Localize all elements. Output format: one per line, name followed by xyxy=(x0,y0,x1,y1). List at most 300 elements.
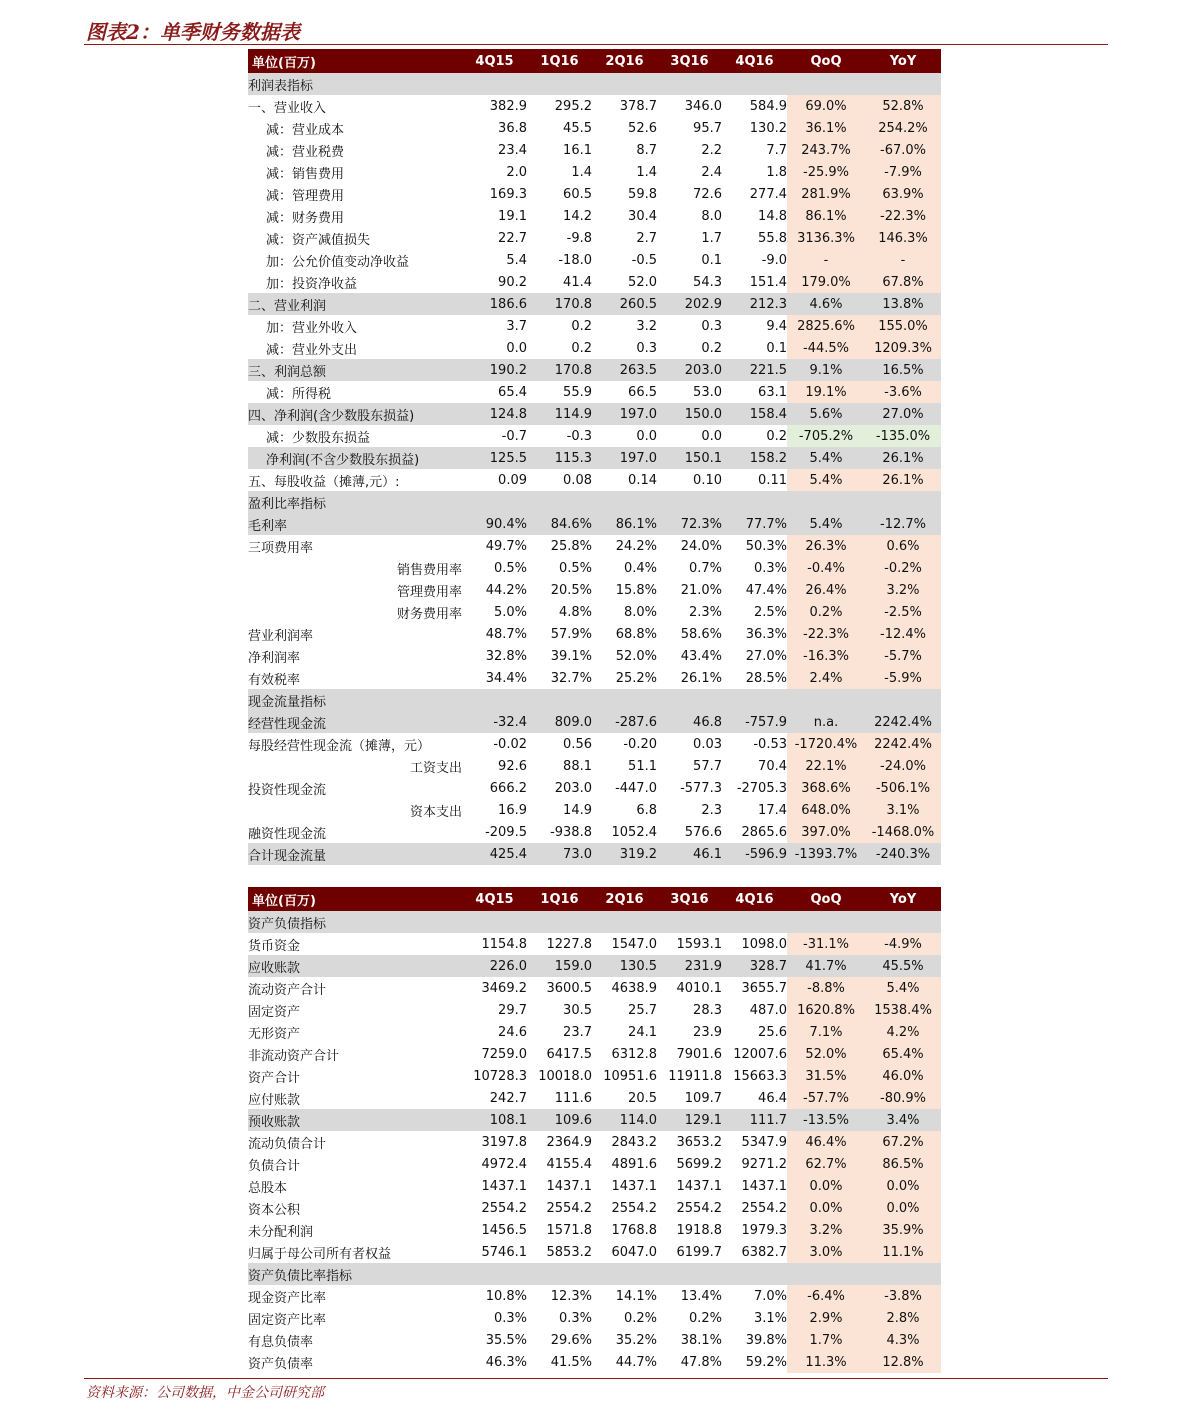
row-label: 资本公积 xyxy=(248,1202,301,1218)
value-cell: 111.6 xyxy=(554,1090,592,1106)
row-label: 营业利润率 xyxy=(248,628,314,644)
header-col: QoQ xyxy=(787,887,865,911)
value-cell: 52.6 xyxy=(628,120,657,136)
qoq-cell: 19.1% xyxy=(787,381,865,403)
income-cashflow-table xyxy=(248,49,941,865)
table-row xyxy=(248,293,941,315)
value-cell: -9.8 xyxy=(566,230,592,246)
value-cell: -287.6 xyxy=(592,711,657,733)
qoq-cell: 22.1% xyxy=(787,755,865,777)
value-cell: 0.2% xyxy=(623,1310,657,1326)
value-cell: 0.0 xyxy=(636,428,657,444)
qoq-cell: -57.7% xyxy=(787,1087,865,1109)
value-cell: 1593.1 xyxy=(676,936,722,952)
table-row xyxy=(248,205,941,227)
row-label: 未分配利润 xyxy=(248,1224,314,1240)
section-label: 利润表指标 xyxy=(248,73,941,95)
value-cell: 8.7 xyxy=(636,142,657,158)
value-cell: -938.8 xyxy=(550,824,592,840)
value-cell: 2.2 xyxy=(701,142,722,158)
value-cell: 29.7 xyxy=(498,1002,527,1018)
value-cell: 1.4 xyxy=(636,164,657,180)
value-cell: 2865.6 xyxy=(741,824,787,840)
value-cell: -596.9 xyxy=(722,843,787,865)
qoq-cell: 1620.8% xyxy=(787,999,865,1021)
header-col: 4Q15 xyxy=(462,887,527,911)
value-cell: 10018.0 xyxy=(538,1068,592,1084)
value-cell: -209.5 xyxy=(485,824,527,840)
qoq-cell: 86.1% xyxy=(787,205,865,227)
value-cell: -18.0 xyxy=(558,252,592,268)
value-cell: 2.7 xyxy=(636,230,657,246)
header-col: QoQ xyxy=(787,49,865,73)
table-row xyxy=(248,1109,941,1131)
value-cell: 197.0 xyxy=(592,447,657,469)
qoq-cell: 0.0% xyxy=(787,1175,865,1197)
value-cell: 3653.2 xyxy=(676,1134,722,1150)
value-cell: 25.8% xyxy=(550,538,592,554)
value-cell: 809.0 xyxy=(527,711,592,733)
table-row xyxy=(248,667,941,689)
row-label: 资本支出 xyxy=(409,804,462,820)
table-row xyxy=(248,999,941,1021)
qoq-cell: 1.7% xyxy=(787,1329,865,1351)
qoq-cell: 648.0% xyxy=(787,799,865,821)
value-cell: 190.2 xyxy=(462,359,527,381)
value-cell: -0.20 xyxy=(623,736,657,752)
value-cell: 328.7 xyxy=(722,955,787,977)
value-cell: 20.5 xyxy=(628,1090,657,1106)
value-cell: 6312.8 xyxy=(611,1046,657,1062)
value-cell: 32.7% xyxy=(550,670,592,686)
value-cell: 39.1% xyxy=(550,648,592,664)
table-row xyxy=(248,381,941,403)
value-cell: 2.5% xyxy=(753,604,787,620)
value-cell: 150.0 xyxy=(657,403,722,425)
value-cell: 170.8 xyxy=(527,359,592,381)
section-row xyxy=(248,1263,941,1285)
row-label: 五、每股收益（摊薄,元）: xyxy=(248,474,400,490)
value-cell: 38.1% xyxy=(680,1332,722,1348)
value-cell: 0.3% xyxy=(558,1310,592,1326)
qoq-cell: 26.3% xyxy=(787,535,865,557)
row-label: 加：投资净收益 xyxy=(266,276,358,292)
row-label: 四、净利润(含少数股东损益) xyxy=(248,403,462,425)
value-cell: 260.5 xyxy=(592,293,657,315)
header-col: 3Q16 xyxy=(657,887,722,911)
value-cell: 231.9 xyxy=(657,955,722,977)
yoy-cell: 86.5% xyxy=(865,1153,941,1175)
value-cell: 5.4 xyxy=(506,252,527,268)
value-cell: 11911.8 xyxy=(668,1068,722,1084)
row-label: 负债合计 xyxy=(248,1158,301,1174)
table-row xyxy=(248,733,941,755)
qoq-cell: 3.0% xyxy=(787,1241,865,1263)
row-label: 现金资产比率 xyxy=(248,1290,327,1306)
qoq-cell: 5.4% xyxy=(787,513,865,535)
value-cell: 3655.7 xyxy=(741,980,787,996)
value-cell: 125.5 xyxy=(462,447,527,469)
value-cell: 0.2 xyxy=(766,428,787,444)
table-row xyxy=(248,161,941,183)
row-label: 减：财务费用 xyxy=(266,210,345,226)
value-cell: 0.09 xyxy=(498,472,527,488)
value-cell: 70.4 xyxy=(758,758,787,774)
row-label: 净利润率 xyxy=(248,650,301,666)
value-cell: 29.6% xyxy=(550,1332,592,1348)
row-label: 净利润(不含少数股东损益) xyxy=(248,447,462,469)
value-cell: 202.9 xyxy=(657,293,722,315)
yoy-cell: -5.7% xyxy=(865,645,941,667)
value-cell: 0.03 xyxy=(693,736,722,752)
value-cell: 6382.7 xyxy=(741,1244,787,1260)
value-cell: 25.7 xyxy=(628,1002,657,1018)
qoq-cell: 4.6% xyxy=(787,293,865,315)
value-cell: 378.7 xyxy=(619,98,657,114)
value-cell: 52.0% xyxy=(615,648,657,664)
qoq-cell: 5.4% xyxy=(787,469,865,491)
yoy-cell: 0.6% xyxy=(865,535,941,557)
row-label: 减：管理费用 xyxy=(266,188,345,204)
table-row xyxy=(248,249,941,271)
value-cell: 45.5 xyxy=(563,120,592,136)
value-cell: 2554.2 xyxy=(481,1200,527,1216)
value-cell: 0.4% xyxy=(623,560,657,576)
qoq-cell: 69.0% xyxy=(787,95,865,117)
table-row xyxy=(248,933,941,955)
row-label: 三、利润总额 xyxy=(248,359,462,381)
figure-title: 图表2：单季财务数据表 xyxy=(86,20,300,44)
value-cell: 30.5 xyxy=(563,1002,592,1018)
value-cell: 4.8% xyxy=(558,604,592,620)
header-col: 1Q16 xyxy=(527,887,592,911)
value-cell: 63.1 xyxy=(758,384,787,400)
yoy-cell: -3.6% xyxy=(865,381,941,403)
row-label: 合计现金流量 xyxy=(248,843,462,865)
qoq-cell: 2825.6% xyxy=(787,315,865,337)
yoy-cell: -135.0% xyxy=(865,425,941,447)
value-cell: 4155.4 xyxy=(546,1156,592,1172)
qoq-cell: 2.9% xyxy=(787,1307,865,1329)
table-row xyxy=(248,777,941,799)
value-cell: 5853.2 xyxy=(546,1244,592,1260)
value-cell: 584.9 xyxy=(749,98,787,114)
qoq-cell: 62.7% xyxy=(787,1153,865,1175)
yoy-cell: -0.2% xyxy=(865,557,941,579)
yoy-cell: 67.8% xyxy=(865,271,941,293)
row-label: 应付账款 xyxy=(248,1092,301,1108)
value-cell: 1456.5 xyxy=(481,1222,527,1238)
value-cell: 55.8 xyxy=(758,230,787,246)
value-cell: 7259.0 xyxy=(481,1046,527,1062)
table-row xyxy=(248,227,941,249)
value-cell: 0.3 xyxy=(701,318,722,334)
table-row xyxy=(248,271,941,293)
row-label: 减：销售费用 xyxy=(266,166,345,182)
value-cell: 2364.9 xyxy=(546,1134,592,1150)
table-row xyxy=(248,95,941,117)
table-row xyxy=(248,1021,941,1043)
row-label: 减：营业税费 xyxy=(266,144,345,160)
value-cell: 0.3% xyxy=(753,560,787,576)
value-cell: 170.8 xyxy=(527,293,592,315)
value-cell: 32.8% xyxy=(485,648,527,664)
value-cell: 3197.8 xyxy=(481,1134,527,1150)
value-cell: 23.4 xyxy=(498,142,527,158)
yoy-cell: 26.1% xyxy=(865,469,941,491)
value-cell: 4010.1 xyxy=(676,980,722,996)
value-cell: 68.8% xyxy=(615,626,657,642)
value-cell: 3.2 xyxy=(636,318,657,334)
yoy-cell: 254.2% xyxy=(865,117,941,139)
yoy-cell: 1538.4% xyxy=(865,999,941,1021)
value-cell: -0.7 xyxy=(501,428,527,444)
qoq-cell: 0.2% xyxy=(787,601,865,623)
qoq-cell: 7.1% xyxy=(787,1021,865,1043)
row-label: 财务费用率 xyxy=(396,606,462,622)
value-cell: 60.5 xyxy=(563,186,592,202)
value-cell: 0.2 xyxy=(701,340,722,356)
yoy-cell: -2.5% xyxy=(865,601,941,623)
value-cell: 130.2 xyxy=(749,120,787,136)
value-cell: 0.1 xyxy=(701,252,722,268)
value-cell: 14.1% xyxy=(615,1288,657,1304)
qoq-cell: 243.7% xyxy=(787,139,865,161)
row-label: 流动资产合计 xyxy=(248,982,327,998)
value-cell: 1437.1 xyxy=(676,1178,722,1194)
table-row xyxy=(248,1329,941,1351)
qoq-cell: -44.5% xyxy=(787,337,865,359)
header-col: YoY xyxy=(865,49,941,73)
yoy-cell: 3.4% xyxy=(865,1109,941,1131)
yoy-cell: -80.9% xyxy=(865,1087,941,1109)
value-cell: 36.3% xyxy=(745,626,787,642)
table-row xyxy=(248,359,941,381)
value-cell: 25.2% xyxy=(615,670,657,686)
qoq-cell: 2.4% xyxy=(787,667,865,689)
yoy-cell: 146.3% xyxy=(865,227,941,249)
table-row xyxy=(248,1351,941,1373)
yoy-cell: -3.8% xyxy=(865,1285,941,1307)
row-label: 销售费用率 xyxy=(396,562,462,578)
value-cell: 19.1 xyxy=(498,208,527,224)
value-cell: 8.0 xyxy=(701,208,722,224)
yoy-cell: 46.0% xyxy=(865,1065,941,1087)
yoy-cell: -506.1% xyxy=(865,777,941,799)
value-cell: 95.7 xyxy=(693,120,722,136)
value-cell: 186.6 xyxy=(462,293,527,315)
qoq-cell: - xyxy=(787,249,865,271)
value-cell: 2554.2 xyxy=(611,1200,657,1216)
value-cell: 226.0 xyxy=(462,955,527,977)
header-col: 1Q16 xyxy=(527,49,592,73)
value-cell: 666.2 xyxy=(489,780,527,796)
value-cell: 263.5 xyxy=(592,359,657,381)
value-cell: 25.6 xyxy=(758,1024,787,1040)
qoq-cell: 3.2% xyxy=(787,1219,865,1241)
qoq-cell: 368.6% xyxy=(787,777,865,799)
table-row xyxy=(248,579,941,601)
value-cell: 2554.2 xyxy=(741,1200,787,1216)
value-cell: 0.14 xyxy=(628,472,657,488)
value-cell: 124.8 xyxy=(462,403,527,425)
table-row xyxy=(248,711,941,733)
table-row xyxy=(248,117,941,139)
value-cell: 6199.7 xyxy=(676,1244,722,1260)
table-row xyxy=(248,1197,941,1219)
value-cell: 24.1 xyxy=(628,1024,657,1040)
qoq-cell: 31.5% xyxy=(787,1065,865,1087)
value-cell: 2.4 xyxy=(701,164,722,180)
value-cell: 55.9 xyxy=(563,384,592,400)
row-label: 非流动资产合计 xyxy=(248,1048,340,1064)
yoy-cell: 52.8% xyxy=(865,95,941,117)
yoy-cell: 67.2% xyxy=(865,1131,941,1153)
value-cell: 346.0 xyxy=(684,98,722,114)
qoq-cell: 5.6% xyxy=(787,403,865,425)
value-cell: 52.0 xyxy=(628,274,657,290)
value-cell: 151.4 xyxy=(749,274,787,290)
header-unit: 单位(百万) xyxy=(248,49,462,73)
value-cell: 0.11 xyxy=(758,472,787,488)
value-cell: 92.6 xyxy=(498,758,527,774)
section-row xyxy=(248,73,941,95)
value-cell: 1918.8 xyxy=(676,1222,722,1238)
value-cell: 0.10 xyxy=(693,472,722,488)
value-cell: 319.2 xyxy=(592,843,657,865)
row-label: 有效税率 xyxy=(248,672,301,688)
yoy-cell: 1209.3% xyxy=(865,337,941,359)
table-row xyxy=(248,183,941,205)
row-label: 资产合计 xyxy=(248,1070,301,1086)
qoq-cell: 46.4% xyxy=(787,1131,865,1153)
yoy-cell: 155.0% xyxy=(865,315,941,337)
yoy-cell: -4.9% xyxy=(865,933,941,955)
header-unit: 单位(百万) xyxy=(248,887,462,911)
yoy-cell: 65.4% xyxy=(865,1043,941,1065)
value-cell: 1154.8 xyxy=(481,936,527,952)
yoy-cell: 5.4% xyxy=(865,977,941,999)
yoy-cell: 4.3% xyxy=(865,1329,941,1351)
table-row xyxy=(248,645,941,667)
table-header-row xyxy=(248,887,941,911)
row-label: 加：公允价值变动净收益 xyxy=(266,254,410,270)
qoq-cell: -705.2% xyxy=(787,425,865,447)
table-row xyxy=(248,977,941,999)
value-cell: 0.3% xyxy=(493,1310,527,1326)
value-cell: 46.8 xyxy=(657,711,722,733)
value-cell: 53.0 xyxy=(693,384,722,400)
value-cell: 114.9 xyxy=(527,403,592,425)
value-cell: 1547.0 xyxy=(611,936,657,952)
value-cell: 5347.9 xyxy=(741,1134,787,1150)
row-label: 二、营业利润 xyxy=(248,293,462,315)
qoq-cell: -8.8% xyxy=(787,977,865,999)
section-label: 资产负债指标 xyxy=(248,911,941,933)
value-cell: 1437.1 xyxy=(611,1178,657,1194)
qoq-cell: 26.4% xyxy=(787,579,865,601)
value-cell: 12.3% xyxy=(550,1288,592,1304)
section-label: 盈利比率指标 xyxy=(248,491,941,513)
value-cell: 5746.1 xyxy=(481,1244,527,1260)
value-cell: 108.1 xyxy=(462,1109,527,1131)
value-cell: 2.0 xyxy=(506,164,527,180)
yoy-cell: - xyxy=(865,249,941,271)
value-cell: 1.4 xyxy=(571,164,592,180)
value-cell: 2.3 xyxy=(701,802,722,818)
table-row xyxy=(248,1131,941,1153)
qoq-cell: 0.0% xyxy=(787,1197,865,1219)
value-cell: 1437.1 xyxy=(546,1178,592,1194)
value-cell: -0.5 xyxy=(631,252,657,268)
value-cell: 22.7 xyxy=(498,230,527,246)
title-rule xyxy=(84,44,1108,45)
qoq-cell: 52.0% xyxy=(787,1043,865,1065)
yoy-cell: 13.8% xyxy=(865,293,941,315)
qoq-cell: n.a. xyxy=(787,711,865,733)
table-row xyxy=(248,425,941,447)
table-header-row xyxy=(248,49,941,73)
section-row xyxy=(248,491,941,513)
yoy-cell: 3.1% xyxy=(865,799,941,821)
value-cell: 1098.0 xyxy=(741,936,787,952)
value-cell: 46.1 xyxy=(657,843,722,865)
qoq-cell: -13.5% xyxy=(787,1109,865,1131)
value-cell: 4638.9 xyxy=(611,980,657,996)
value-cell: 15663.3 xyxy=(733,1068,787,1084)
value-cell: 1.7 xyxy=(701,230,722,246)
value-cell: -0.53 xyxy=(753,736,787,752)
qoq-cell: -16.3% xyxy=(787,645,865,667)
qoq-cell: -6.4% xyxy=(787,1285,865,1307)
value-cell: 221.5 xyxy=(722,359,787,381)
value-cell: 4972.4 xyxy=(481,1156,527,1172)
value-cell: 46.4 xyxy=(758,1090,787,1106)
value-cell: 3469.2 xyxy=(481,980,527,996)
table-row xyxy=(248,315,941,337)
value-cell: 23.7 xyxy=(563,1024,592,1040)
value-cell: 12007.6 xyxy=(733,1046,787,1062)
value-cell: 16.1 xyxy=(563,142,592,158)
row-label: 毛利率 xyxy=(248,513,462,535)
value-cell: 1437.1 xyxy=(481,1178,527,1194)
value-cell: 14.9 xyxy=(563,802,592,818)
value-cell: 28.5% xyxy=(745,670,787,686)
value-cell: 47.4% xyxy=(745,582,787,598)
value-cell: 109.6 xyxy=(527,1109,592,1131)
value-cell: 47.8% xyxy=(680,1354,722,1370)
value-cell: -2705.3 xyxy=(736,780,787,796)
yoy-cell: 0.0% xyxy=(865,1197,941,1219)
value-cell: 0.3 xyxy=(636,340,657,356)
value-cell: 72.3% xyxy=(657,513,722,535)
table-row xyxy=(248,955,941,977)
value-cell: 203.0 xyxy=(554,780,592,796)
table-row xyxy=(248,1241,941,1263)
table-row xyxy=(248,1219,941,1241)
value-cell: 0.0 xyxy=(701,428,722,444)
value-cell: 26.1% xyxy=(680,670,722,686)
value-cell: 150.1 xyxy=(657,447,722,469)
value-cell: 3.7 xyxy=(506,318,527,334)
header-col: 2Q16 xyxy=(592,49,657,73)
value-cell: 1437.1 xyxy=(741,1178,787,1194)
yoy-cell: 35.9% xyxy=(865,1219,941,1241)
row-label: 每股经营性现金流（摊薄，元） xyxy=(248,738,431,754)
value-cell: 35.2% xyxy=(615,1332,657,1348)
value-cell: 197.0 xyxy=(592,403,657,425)
value-cell: 9.4 xyxy=(766,318,787,334)
